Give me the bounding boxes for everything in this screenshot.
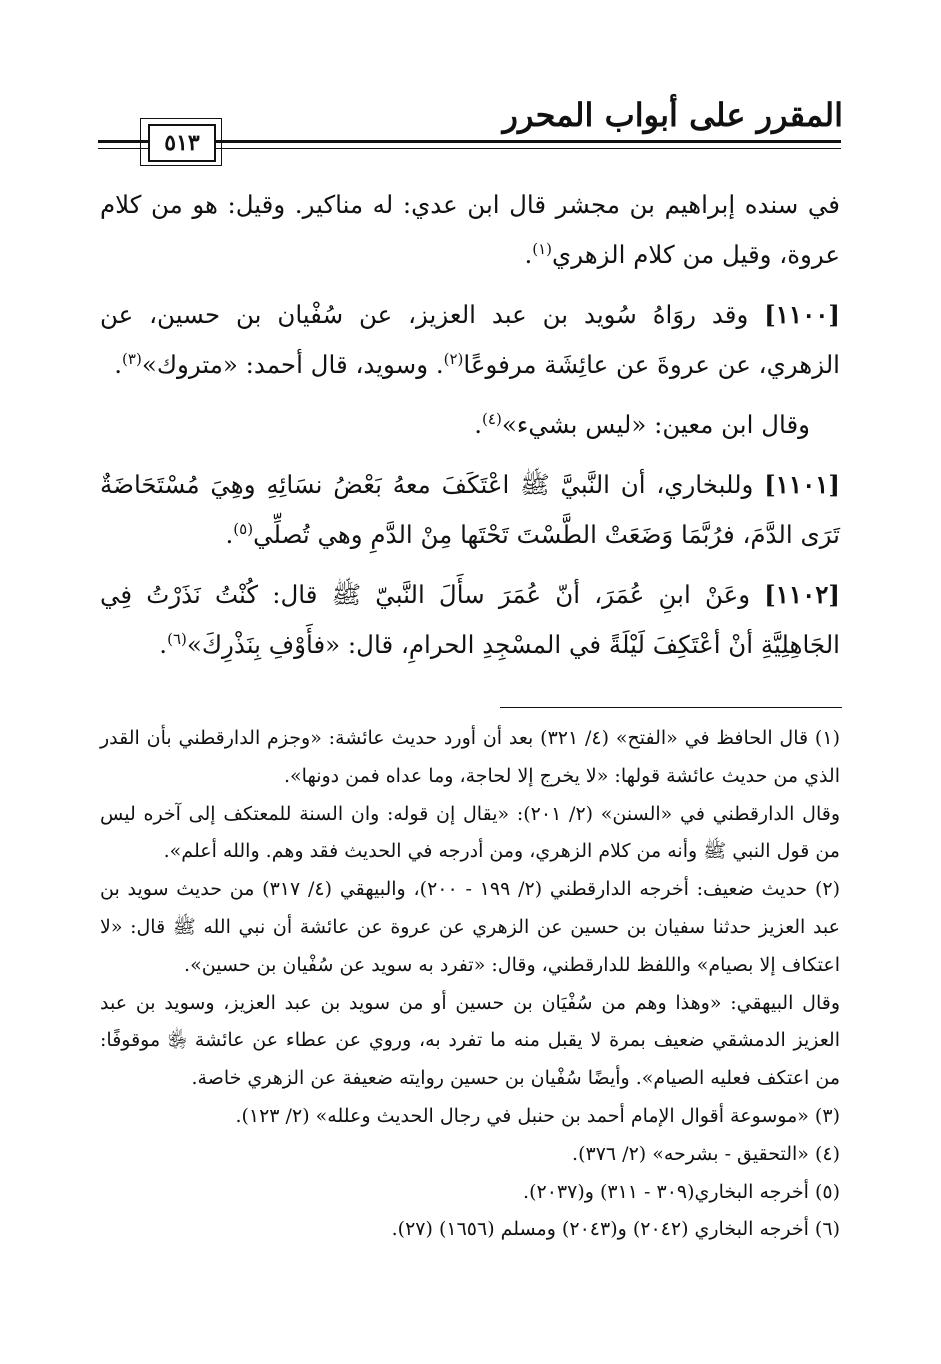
paragraph-end: . xyxy=(225,520,234,549)
paragraph-text: وللبخاري، أن النَّبيَّ ﷺ اعْتَكَفَ معهُ بَعْضُ نسَائِهِ وهِيَ مُسْتَحَاضَةٌ تَرَى الدَّمَ، فرُبَّمَا وَضَعَتْ الطَّسْتَ تَحْتَها مِنْ الدَّمِ وهي تُصلِّي xyxy=(100,470,840,549)
hadith-number: [١١٠٠] xyxy=(764,300,840,329)
footnote-2: (٢) حديث ضعيف: أخرجه الدارقطني (٢/ ١٩٩ - ٢٠٠)، والبيهقي (٤/ ٣١٧) من حديث سويد بن عبد العزيز حدثنا سفيان بن حسين عن الزهري عن عروة عن عائشة أن نبي الله ﷺ قال: «لا اعتكاف إلا بصيام» واللفظ للدارقطني، وقال: «تفرد به سويد عن سُفْيان بن حسين». xyxy=(100,878,841,976)
footnote-5: (٥) أخرجه البخاري(٣٠٩ - ٣١١) و(٢٠٣٧). xyxy=(523,1180,840,1203)
footnote-ref: (٦) xyxy=(167,629,187,648)
footnote-6: (٦) أخرجه البخاري (٢٠٤٢) و(٢٠٤٣) ومسلم (١٦٥٦) (٢٧). xyxy=(391,1218,840,1241)
footnote-2-continued: وقال البيهقي: «وهذا وهم من سُفْيَان بن حسين أو من سويد بن عبد العزيز، وسويد بن عبد العزيز الدمشقي ضعيف بمرة لا يقبل منه ما تفرد به، وروي عن عطاء عن عائشة ﵂ موقوفًا: من اعتكف فعليه الصيام». وأيضًا سُفْيان بن حسين روايته ضعيفة عن الزهري خاصة. xyxy=(100,991,840,1090)
paragraph-text: . وسويد، قال أحمد: «متروك» xyxy=(141,350,444,379)
page-number: ٥١٣ xyxy=(148,124,216,162)
footnote-ref: (٣) xyxy=(122,349,142,368)
footnote-divider xyxy=(500,707,842,708)
hadith-number: [١١٠٢] xyxy=(764,580,840,609)
hadith-1102 xyxy=(100,570,840,670)
footnote-3: (٣) «موسوعة أقوال الإمام أحمد بن حنبل في رجال الحديث وعلله» (٢/ ١٢٣). xyxy=(235,1104,840,1127)
footnote-ref: (٢) xyxy=(443,349,464,368)
paragraph-text: وقد روَاهُ سُويد بن عبد العزيز، عن سُفْيان بن حسين، عن الزهري، عن عروةَ عن عائِشَة مرفوعًا xyxy=(100,300,840,379)
footnote-4: (٤) «التحقيق - بشرحه» (٢/ ٣٧٦). xyxy=(572,1142,840,1165)
footnotes xyxy=(100,720,840,1249)
footnote-ref: (٥) xyxy=(233,519,254,538)
footnote-1-continued: وقال الدارقطني في «السنن» (٢/ ٢٠١): «يقال إن قوله: وان السنة للمعتكف إلى آخره ليس من قول النبي ﷺ وأنه من كلام الزهري، ومن أدرجه في الحديث فقد وهم. والله أعلم». xyxy=(100,802,840,863)
footnote-ref: (٤) xyxy=(482,409,502,428)
footnote-ref: (١) xyxy=(532,239,553,258)
main-text xyxy=(100,180,840,680)
paragraph-end: . xyxy=(474,410,483,439)
hadith-1101 xyxy=(100,460,840,560)
paragraph-intro xyxy=(100,180,840,280)
paragraph-text: في سنده إبراهيم بن مجشر قال ابن عدي: له مناكير. وقيل: هو من كلام عروة، وقيل من كلام الزهري xyxy=(100,190,840,269)
paragraph-ibn-main xyxy=(100,400,840,450)
footnote-1: (١) قال الحافظ في «الفتح» (٤/ ٣٢١) بعد أن أورد حديث عائشة: «وجزم الدارقطني بأن القدر الذي من حديث عائشة قولها: «لا يخرج إلا لحاجة، وما عداه فمن دونها». xyxy=(100,727,840,787)
running-header-title: المقرر على أبواب المحرر xyxy=(502,96,843,134)
hadith-1100 xyxy=(100,290,840,390)
paragraph-end: . xyxy=(114,350,123,379)
paragraph-text: وقال ابن معين: «ليس بشيء» xyxy=(501,410,810,439)
paragraph-text: وعَنْ ابنِ عُمَرَ، أنّ عُمَرَ سأَلَ النَّبيّ ﷺ قال: كُنْتُ نَذَرْتُ فِي الجَاهِلِيَّةِ أنْ أعْتَكِفَ لَيْلَةً في المسْجِدِ الحرامِ، قال: «فأَوْفِ بِنَذْرِكَ» xyxy=(100,580,840,659)
paragraph-end: . xyxy=(524,240,533,269)
paragraph-end: . xyxy=(159,630,168,659)
hadith-number: [١١٠١] xyxy=(764,470,840,499)
